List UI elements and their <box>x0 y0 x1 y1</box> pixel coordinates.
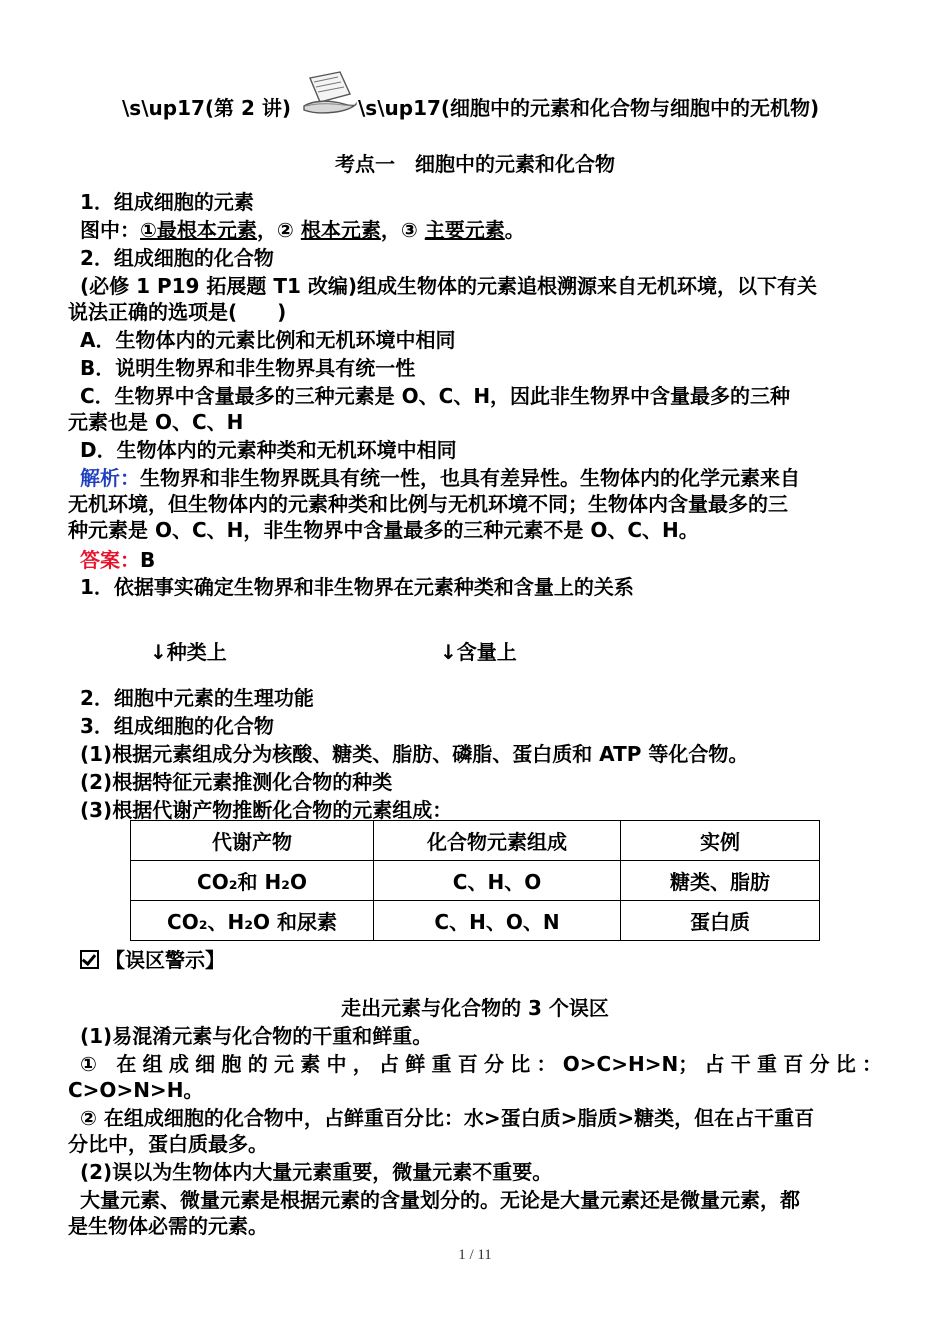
compound-point-1: (1)根据元素组成分为核酸、糖类、脂肪、磷脂、蛋白质和 ATP 等化合物。 <box>80 742 749 766</box>
lesson-subtitle: \s\up17(细胞中的元素和化合物与细胞中的无机物) <box>358 96 820 120</box>
table-cell: CO₂和 H₂O <box>131 861 374 901</box>
option-d: D．生物体内的元素种类和无机环境中相同 <box>80 438 457 462</box>
arrow-label-kind: ↓种类上 <box>150 640 227 664</box>
function-heading: 2．细胞中元素的生理功能 <box>80 686 314 710</box>
table-cell: CO₂、H₂O 和尿素 <box>131 901 374 941</box>
warning-point-2a-line1: 大量元素、微量元素是根据元素的含量划分的。无论是大量元素还是微量元素，都 <box>80 1188 800 1212</box>
relation-heading: 1．依据事实确定生物界和非生物界在元素种类和含量上的关系 <box>80 575 634 599</box>
book-icon <box>300 70 358 116</box>
warning-point-1a-line1: ① 在组成细胞的元素中，占鲜重百分比：O>C>H>N；占干重百分比： <box>80 1052 882 1076</box>
table-header-cell: 实例 <box>621 821 820 861</box>
answer-label: 答案： <box>80 548 140 572</box>
warning-point-2: (2)误以为生物体内大量元素重要，微量元素不重要。 <box>80 1160 553 1184</box>
warning-point-1: (1)易混淆元素与化合物的干重和鲜重。 <box>80 1024 433 1048</box>
checkbox-icon <box>80 950 99 969</box>
option-c-line1: C．生物界中含量最多的三种元素是 O、C、H，因此非生物界中含量最多的三种 <box>80 384 791 408</box>
compound-point-3: (3)根据代谢产物推断化合物的元素组成： <box>80 798 453 822</box>
lesson-title <box>122 96 291 120</box>
table-cell: 蛋白质 <box>621 901 820 941</box>
option-a: A．生物体内的元素比例和无机环境中相同 <box>80 328 456 352</box>
table-header-row <box>131 821 820 861</box>
lesson-number: \s\up17(第 2 讲) <box>122 96 292 120</box>
question-stem-line2: 说法正确的选项是( ) <box>68 300 287 324</box>
arrow-label-content: ↓含量上 <box>440 640 517 664</box>
warning-title: 走出元素与化合物的 3 个误区 <box>341 996 609 1020</box>
compound-point-2: (2)根据特征元素推测化合物的种类 <box>80 770 393 794</box>
warning-heading: 【误区警示】 <box>80 948 225 972</box>
answer-value: B <box>140 548 156 572</box>
option-c-line2: 元素也是 O、C、H <box>68 410 244 434</box>
heading-compounds: 2．组成细胞的化合物 <box>80 246 274 270</box>
table-row <box>131 901 820 941</box>
page-number: 1 / 11 <box>458 1247 492 1263</box>
figure-caption: 图中：①最根本元素，② 根本元素，③ 主要元素。 <box>80 218 525 242</box>
warning-point-2a-line2: 是生物体必需的元素。 <box>68 1214 268 1238</box>
analysis-line3: 种元素是 O、C、H，非生物界中含量最多的三种元素不是 O、C、H。 <box>68 518 699 542</box>
analysis-line1: 解析：生物界和非生物界既具有统一性，也具有差异性。生物体内的化学元素来自 <box>80 466 800 490</box>
table-cell: C、H、O <box>374 861 621 901</box>
blank-answer-3: 主要元素 <box>424 218 505 242</box>
table-cell: C、H、O、N <box>374 901 621 941</box>
blank-answer-2: 根本元素 <box>300 218 381 242</box>
compound-heading: 3．组成细胞的化合物 <box>80 714 274 738</box>
question-stem-line1: (必修 1 P19 拓展题 T1 改编)组成生物体的元素追根溯源来自无机环境，以下有关 <box>80 274 818 298</box>
warning-point-1b-line1: ② 在组成细胞的化合物中，占鲜重百分比：水>蛋白质>脂质>糖类，但在占干重百 <box>80 1106 815 1130</box>
table-cell: 糖类、脂肪 <box>621 861 820 901</box>
option-b: B．说明生物界和非生物界具有统一性 <box>80 356 416 380</box>
table-header-cell: 代谢产物 <box>131 821 374 861</box>
analysis-label: 解析： <box>80 466 140 490</box>
analysis-line2: 无机环境，但生物体内的元素种类和比例与无机环境不同；生物体内含量最多的三 <box>68 492 788 516</box>
warning-point-1a-line2: C>O>N>H。 <box>68 1078 204 1102</box>
answer-line <box>80 548 155 572</box>
blank-answer-1: ①最根本元素 <box>140 218 257 242</box>
metabolite-table <box>130 820 820 941</box>
section-title: 考点一 细胞中的元素和化合物 <box>335 152 615 176</box>
warning-point-1b-line2: 分比中，蛋白质最多。 <box>68 1132 268 1156</box>
heading-elements: 1．组成细胞的元素 <box>80 190 254 214</box>
table-header-cell: 化合物元素组成 <box>374 821 621 861</box>
table-row <box>131 861 820 901</box>
